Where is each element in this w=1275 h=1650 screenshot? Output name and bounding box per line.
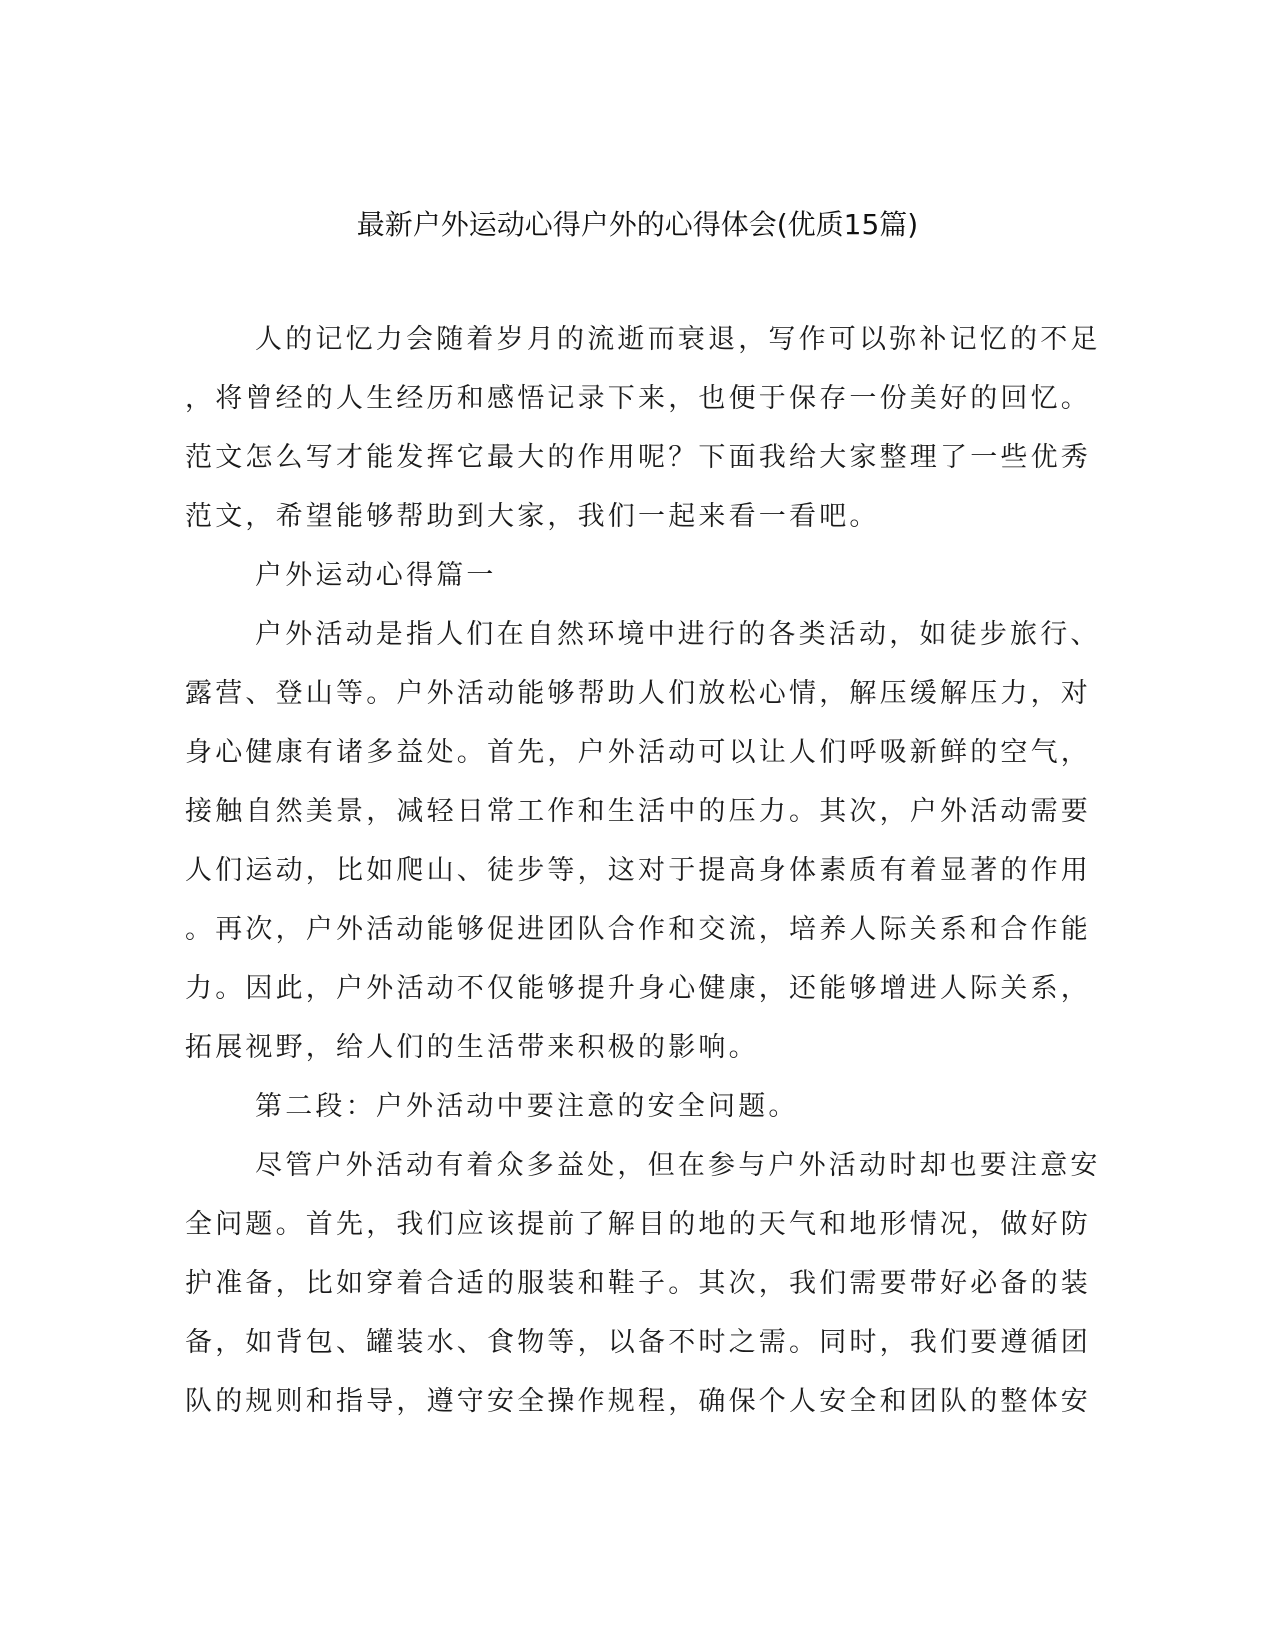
- paragraph-line: 人们运动，比如爬山、徒步等，这对于提高身体素质有着显著的作用: [185, 855, 1091, 886]
- paragraph-line: 护准备，比如穿着合适的服装和鞋子。其次，我们需要带好必备的装: [185, 1268, 1091, 1299]
- paragraph-line: 户外活动是指人们在自然环境中进行的各类活动，如徒步旅行、: [255, 619, 1101, 650]
- paragraph-line: 尽管户外活动有着众多益处，但在参与户外活动时却也要注意安: [255, 1150, 1101, 1181]
- document-title: 最新户外运动心得户外的心得体会(优质15篇): [356, 208, 919, 241]
- paragraph-line: 范文怎么写才能发挥它最大的作用呢？下面我给大家整理了一些优秀: [185, 442, 1091, 473]
- paragraph-line: ，将曾经的人生经历和感悟记录下来，也便于保存一份美好的回忆。: [185, 383, 1091, 414]
- paragraph-line: 接触自然美景，减轻日常工作和生活中的压力。其次，户外活动需要: [185, 796, 1091, 827]
- paragraph-line: 身心健康有诸多益处。首先，户外活动可以让人们呼吸新鲜的空气，: [185, 737, 1091, 768]
- section-heading: 第二段：户外活动中要注意的安全问题。: [255, 1091, 799, 1122]
- paragraph-line: 。再次，户外活动能够促进团队合作和交流，培养人际关系和合作能: [185, 914, 1091, 945]
- paragraph-line: 范文，希望能够帮助到大家，我们一起来看一看吧。: [185, 501, 880, 532]
- paragraph-line: 露营、登山等。户外活动能够帮助人们放松心情，解压缓解压力，对: [185, 678, 1091, 709]
- document-body: [185, 322, 1101, 1443]
- paragraph-line: 拓展视野，给人们的生活带来积极的影响。: [185, 1032, 759, 1063]
- paragraph-line: 力。因此，户外活动不仅能够提升身心健康，还能够增进人际关系，: [185, 973, 1091, 1004]
- paragraph-line: 备，如背包、罐装水、食物等，以备不时之需。同时，我们要遵循团: [185, 1327, 1091, 1358]
- paragraph-line: 全问题。首先，我们应该提前了解目的地的天气和地形情况，做好防: [185, 1209, 1091, 1240]
- section-heading: 户外运动心得篇一: [255, 560, 497, 591]
- paragraph-line: 人的记忆力会随着岁月的流逝而衰退，写作可以弥补记忆的不足: [255, 324, 1101, 355]
- paragraph-line: 队的规则和指导，遵守安全操作规程，确保个人安全和团队的整体安: [185, 1386, 1091, 1417]
